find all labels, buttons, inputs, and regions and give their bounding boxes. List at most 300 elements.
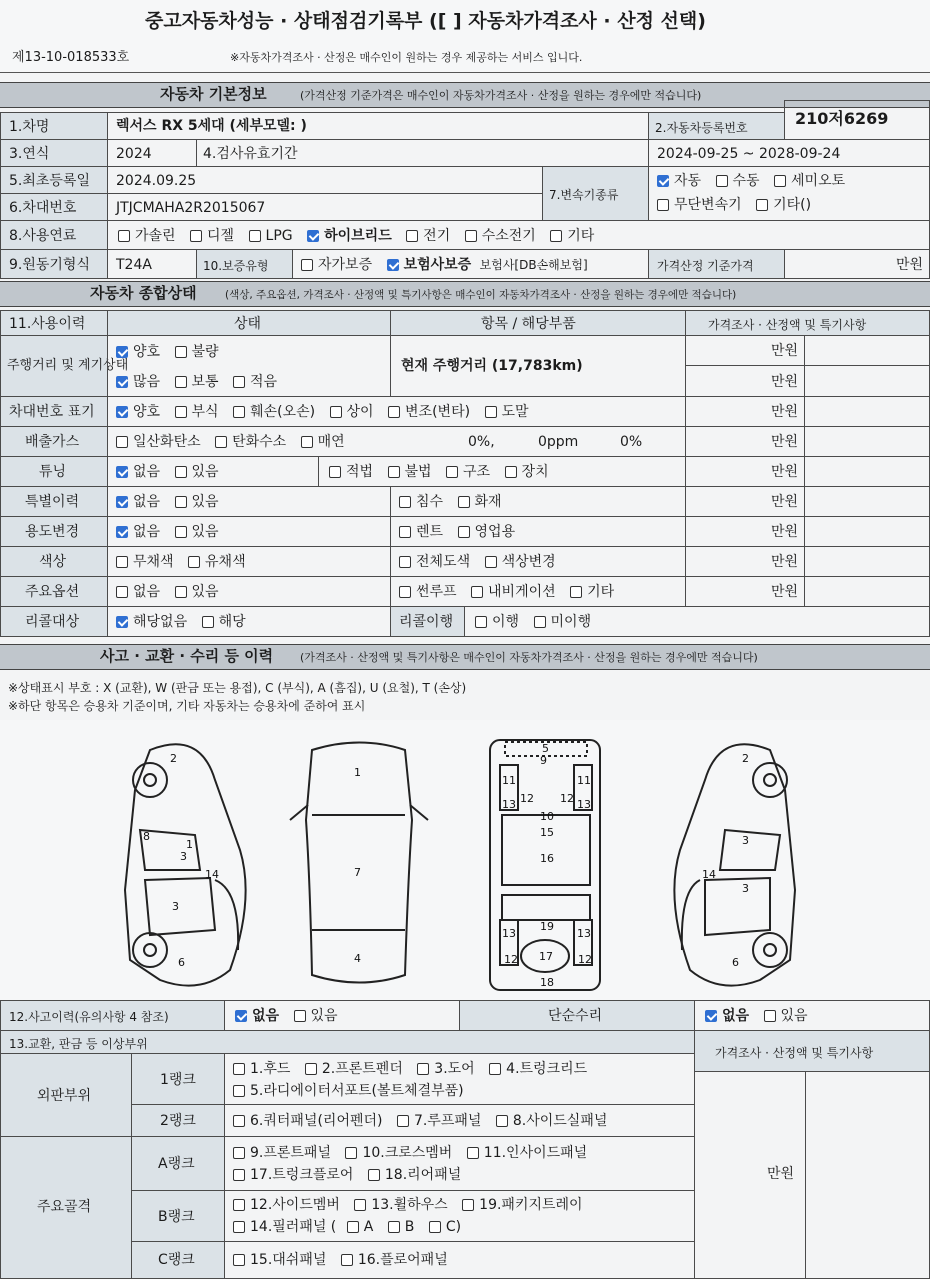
- rankB-package-option[interactable]: [462, 1197, 582, 1213]
- warranty-self-checkbox[interactable]: [301, 259, 313, 271]
- option-nav-option[interactable]: [471, 584, 556, 600]
- tuning-label-cell: [0, 456, 108, 487]
- vin-corrosion-label: 부식: [191, 404, 219, 420]
- recall-done-option[interactable]: [475, 614, 519, 630]
- fuel-lpg-option[interactable]: [249, 228, 293, 244]
- rankB-pillar-prefix: 14.필러패널 (: [250, 1219, 337, 1235]
- fuel-gasoline-label: 가솔린: [135, 228, 176, 244]
- trans-auto-checkbox[interactable]: [657, 175, 669, 187]
- inspect-label-cell: [196, 139, 649, 167]
- rankB-wheelhouse-option[interactable]: [354, 1197, 447, 1213]
- tuning-state: [116, 464, 229, 480]
- mileage-bad-label: 불량: [191, 344, 219, 360]
- exchange-price-header: [694, 1030, 930, 1072]
- trans-options-line2: [657, 197, 821, 213]
- color-full-paint-option[interactable]: [399, 554, 470, 570]
- tuning-note-cell: [804, 456, 930, 487]
- usage-items-cell: [390, 516, 686, 547]
- color-items: [399, 554, 566, 570]
- mileage-normal-option[interactable]: [175, 374, 219, 390]
- emission-smoke-checkbox[interactable]: [301, 436, 313, 448]
- fuel-diesel-option[interactable]: [190, 228, 234, 244]
- rank1-fender-label: 2.프론트펜더: [321, 1061, 403, 1077]
- trans-cvt-checkbox[interactable]: [657, 199, 669, 211]
- option-none-label: 없음: [133, 584, 161, 600]
- diag-left-num-4: 3: [172, 900, 179, 913]
- rankA-crossmember-checkbox[interactable]: [345, 1147, 357, 1159]
- rank1-door-option[interactable]: [417, 1061, 474, 1077]
- mileage-low-checkbox[interactable]: [233, 376, 245, 388]
- option-state-cell: [107, 576, 391, 607]
- warranty-ins-checkbox[interactable]: [387, 259, 399, 271]
- simple-repair-yes-option[interactable]: [764, 1008, 808, 1024]
- engine-value: T24A: [116, 257, 152, 273]
- emission-smoke-option[interactable]: [301, 434, 345, 450]
- rankB-package-checkbox[interactable]: [462, 1199, 474, 1211]
- tuning-none-option[interactable]: [116, 464, 160, 480]
- warranty-ins-name: 보험사[DB손해보험]: [479, 258, 588, 272]
- diag-right-num-4: 6: [732, 956, 739, 969]
- trans-options-line1: [657, 173, 855, 189]
- rankB-pillar-b-checkbox[interactable]: [388, 1221, 400, 1233]
- recall-notdone-option[interactable]: [534, 614, 592, 630]
- special-none-option[interactable]: [116, 494, 160, 510]
- fuel-hybrid-option[interactable]: [307, 228, 392, 244]
- accident-none-label: 없음: [252, 1008, 280, 1024]
- rankA-insidepanel-checkbox[interactable]: [467, 1147, 479, 1159]
- option-yes-label: 있음: [191, 584, 219, 600]
- mileage-good-option[interactable]: [116, 344, 160, 360]
- recall-state: [116, 614, 256, 630]
- status-col-item-label: 항목 / 해당부품: [481, 316, 576, 332]
- warranty-ins-label: 보험사보증: [403, 257, 472, 273]
- option-price-cell: [685, 576, 805, 607]
- rankB-pillar-a-checkbox[interactable]: [347, 1221, 359, 1233]
- fuel-electric-option[interactable]: [406, 228, 450, 244]
- mileage-high-checkbox[interactable]: [116, 376, 128, 388]
- trans-manual-label: 수동: [732, 173, 760, 189]
- diag-top-num-6: 13: [502, 798, 516, 811]
- tuning-illegal-checkbox[interactable]: [388, 466, 400, 478]
- tuning-device-checkbox[interactable]: [505, 466, 517, 478]
- trans-other-checkbox[interactable]: [756, 199, 768, 211]
- tuning-state-cell: [107, 456, 319, 487]
- rankC-dash-checkbox[interactable]: [233, 1254, 245, 1266]
- diag-top-num-1: 9: [540, 754, 547, 767]
- rank1-fender-checkbox[interactable]: [305, 1063, 317, 1075]
- tuning-yes-option[interactable]: [175, 464, 219, 480]
- mileage-high-label: 많음: [133, 374, 161, 390]
- accident-options-cell: [224, 1000, 460, 1031]
- simple-repair-options: [705, 1008, 818, 1024]
- color-chromatic-option[interactable]: [188, 554, 246, 570]
- rankA-crossmember-label: 10.크로스멤버: [362, 1145, 453, 1161]
- vin-diff-label: 상이: [346, 404, 374, 420]
- vin-altered-checkbox[interactable]: [388, 406, 400, 418]
- reg-no-value-cell: [784, 100, 930, 140]
- rank2-sidesill-checkbox[interactable]: [496, 1115, 508, 1127]
- emission-co-checkbox[interactable]: [116, 436, 128, 448]
- diag-top-num-2: 11: [502, 774, 516, 787]
- fuel-gasoline-checkbox[interactable]: [118, 230, 130, 242]
- recall-none-option[interactable]: [116, 614, 187, 630]
- usage-label-cell: [0, 516, 108, 547]
- rankB-pillar-c-option[interactable]: [429, 1219, 461, 1235]
- exchange-price-label: 가격조사 · 산정액 및 특기사항: [715, 1046, 874, 1060]
- special-items-cell: [390, 486, 686, 517]
- trans-manual-checkbox[interactable]: [716, 175, 728, 187]
- rankB-sidemember-option[interactable]: [233, 1197, 340, 1213]
- trans-other-option[interactable]: [756, 197, 811, 213]
- rankB-pillar-checkbox[interactable]: [233, 1221, 245, 1233]
- diag-right-num-2: 3: [742, 882, 749, 895]
- rankA-label: A랭크: [158, 1156, 195, 1172]
- emission-label-cell: [0, 426, 108, 457]
- color-achromatic-option[interactable]: [116, 554, 174, 570]
- diag-top-num-3: 11: [577, 774, 591, 787]
- recall-yes-checkbox[interactable]: [202, 616, 214, 628]
- trans-semi-option[interactable]: [774, 173, 845, 189]
- accident-yes-label: 있음: [310, 1008, 338, 1024]
- rankA-insidepanel-label: 11.인사이드패널: [483, 1145, 588, 1161]
- usage-business-option[interactable]: [458, 524, 516, 540]
- option-nav-checkbox[interactable]: [471, 586, 483, 598]
- rankA-crossmember-option[interactable]: [345, 1145, 452, 1161]
- usage-rent-option[interactable]: [399, 524, 443, 540]
- option-yes-checkbox[interactable]: [175, 586, 187, 598]
- trans-auto-label: 자동: [674, 173, 702, 189]
- diag-top-num-7: 13: [577, 798, 591, 811]
- fuel-other-option[interactable]: [550, 228, 594, 244]
- basic-info-title: 자동차 기본정보: [160, 85, 267, 103]
- diag-top-num-9: 15: [540, 826, 554, 839]
- warranty-ins-option[interactable]: [387, 257, 472, 273]
- warranty-label-cell: [196, 249, 293, 279]
- rankA-rearpanel-label: 18.리어패널: [384, 1167, 462, 1183]
- tuning-structure-option[interactable]: [446, 464, 490, 480]
- rank1-hood-checkbox[interactable]: [233, 1063, 245, 1075]
- vin-diff-option[interactable]: [330, 404, 374, 420]
- car-diagram-svg: [0, 720, 930, 1000]
- special-flood-option[interactable]: [399, 494, 443, 510]
- vin-diff-checkbox[interactable]: [330, 406, 342, 418]
- usage-yes-option[interactable]: [175, 524, 219, 540]
- rank2-options-cell: [224, 1104, 695, 1137]
- emission-hc-option[interactable]: [215, 434, 286, 450]
- option-none-checkbox[interactable]: [116, 586, 128, 598]
- rankA-insidepanel-option[interactable]: [467, 1145, 587, 1161]
- tuning-yes-checkbox[interactable]: [175, 466, 187, 478]
- color-achromatic-checkbox[interactable]: [116, 556, 128, 568]
- special-label-cell: [0, 486, 108, 517]
- mileage-label: 주행거리 및 계기상태: [7, 358, 129, 373]
- rankB-wheelhouse-checkbox[interactable]: [354, 1199, 366, 1211]
- fuel-hydrogen-option[interactable]: [465, 228, 536, 244]
- emission-unit: 만원: [770, 434, 798, 450]
- rankB-sidemember-label: 12.사이드멤버: [250, 1197, 340, 1213]
- vin-state-label: 차대번호 표기: [9, 404, 95, 420]
- color-items-cell: [390, 546, 686, 577]
- usage-none-option[interactable]: [116, 524, 160, 540]
- rank2-quarter-option[interactable]: [233, 1113, 382, 1129]
- rank2-roof-checkbox[interactable]: [397, 1115, 409, 1127]
- rankC-dash-option[interactable]: [233, 1252, 326, 1268]
- car-name-value: 렉서스 RX 5세대 (세부모델: ): [116, 118, 307, 134]
- emission-smoke-label: 매연: [317, 434, 345, 450]
- usage-price-cell: [685, 516, 805, 547]
- vin-smear-option[interactable]: [485, 404, 529, 420]
- vin-altered-option[interactable]: [388, 404, 470, 420]
- vin-smear-checkbox[interactable]: [485, 406, 497, 418]
- special-yes-option[interactable]: [175, 494, 219, 510]
- status-col-state: [107, 310, 391, 336]
- simple-repair-yes-checkbox[interactable]: [764, 1010, 776, 1022]
- usage-state: [116, 524, 229, 540]
- option-yes-option[interactable]: [175, 584, 219, 600]
- color-change-checkbox[interactable]: [485, 556, 497, 568]
- simple-repair-none-option[interactable]: [705, 1008, 749, 1024]
- status-col-item: [390, 310, 686, 336]
- vin-state-options: [116, 404, 539, 420]
- recall-done-checkbox[interactable]: [475, 616, 487, 628]
- engine-label-cell: [0, 249, 108, 279]
- price-base-label: 가격산정 기준가격: [657, 259, 754, 273]
- recall-yes-option[interactable]: [202, 614, 246, 630]
- rank1-trunk-checkbox[interactable]: [489, 1063, 501, 1075]
- mileage-good-checkbox[interactable]: [116, 346, 128, 358]
- vin-damage-label: 훼손(오손): [250, 404, 316, 420]
- fuel-hybrid-label: 하이브리드: [324, 228, 392, 244]
- special-fire-checkbox[interactable]: [458, 496, 470, 508]
- tuning-device-option[interactable]: [505, 464, 549, 480]
- rank1-door-checkbox[interactable]: [417, 1063, 429, 1075]
- mileage-row1: [116, 344, 229, 360]
- rankA-rearpanel-option[interactable]: [368, 1167, 461, 1183]
- rank1-radiator-label: 5.라디에이터서포트(볼트체결부품): [250, 1083, 464, 1099]
- rankA-trunkfloor-option[interactable]: [233, 1167, 353, 1183]
- color-full-paint-checkbox[interactable]: [399, 556, 411, 568]
- rank2-label: 2랭크: [160, 1113, 196, 1129]
- frame-group-cell: [0, 1136, 132, 1279]
- usage-business-label: 영업용: [474, 524, 516, 540]
- special-flood-checkbox[interactable]: [399, 496, 411, 508]
- color-label: 색상: [39, 554, 67, 570]
- color-full-paint-label: 전체도색: [416, 554, 471, 570]
- fuel-diesel-checkbox[interactable]: [190, 230, 202, 242]
- mileage-bad-option[interactable]: [175, 344, 219, 360]
- trans-cvt-option[interactable]: [657, 197, 742, 213]
- mileage-low-option[interactable]: [233, 374, 277, 390]
- fuel-label-cell: [0, 220, 108, 250]
- simple-repair-none-checkbox[interactable]: [705, 1010, 717, 1022]
- special-yes-label: 있음: [191, 494, 219, 510]
- vin-value-cell: [107, 193, 543, 221]
- mileage-good-label: 양호: [133, 344, 161, 360]
- rank1-trunk-option[interactable]: [489, 1061, 587, 1077]
- emission-hc-label: 탄화수소: [232, 434, 287, 450]
- color-change-option[interactable]: [485, 554, 556, 570]
- service-notice: ※자동차가격조사 · 산정은 매수인이 원하는 경우 제공하는 서비스 입니다.: [230, 51, 583, 64]
- accident-yes-option[interactable]: [294, 1008, 338, 1024]
- diag-top-num-5: 12: [520, 792, 534, 805]
- emission-co-option[interactable]: [116, 434, 201, 450]
- diag-right-num-1: 3: [742, 834, 749, 847]
- diag-top-num-14: 12: [504, 953, 518, 966]
- rank1-trunk-label: 4.트렁크리드: [506, 1061, 588, 1077]
- diag-top-num-12: 13: [502, 927, 516, 940]
- rank1-radiator-checkbox[interactable]: [233, 1085, 245, 1097]
- rankC-floor-checkbox[interactable]: [341, 1254, 353, 1266]
- recall-notdone-checkbox[interactable]: [534, 616, 546, 628]
- accident-none-checkbox[interactable]: [235, 1010, 247, 1022]
- option-other-option[interactable]: [570, 584, 614, 600]
- special-fire-option[interactable]: [458, 494, 502, 510]
- recall-label-cell: [0, 606, 108, 637]
- tuning-label: 튜닝: [39, 464, 67, 480]
- usage-business-checkbox[interactable]: [458, 526, 470, 538]
- option-none-option[interactable]: [116, 584, 160, 600]
- trans-semi-checkbox[interactable]: [774, 175, 786, 187]
- recall-notdone-label: 미이행: [550, 614, 592, 630]
- option-other-checkbox[interactable]: [570, 586, 582, 598]
- emission-note-cell: [804, 426, 930, 457]
- vin-corrosion-option[interactable]: [175, 404, 219, 420]
- first-reg-label: 5.최초등록일: [9, 173, 90, 189]
- mileage-bad-checkbox[interactable]: [175, 346, 187, 358]
- fuel-hydrogen-checkbox[interactable]: [465, 230, 477, 242]
- trans-semi-label: 세미오토: [791, 173, 846, 189]
- trans-auto-option[interactable]: [657, 173, 701, 189]
- color-chromatic-checkbox[interactable]: [188, 556, 200, 568]
- status-col-price: [685, 310, 930, 336]
- vin-value: JTJCMAHA2R2015067: [116, 200, 266, 216]
- rank1-hood-option[interactable]: [233, 1061, 290, 1077]
- special-none-checkbox[interactable]: [116, 496, 128, 508]
- tuning-legal-option[interactable]: [329, 464, 373, 480]
- mileage-label-cell: [0, 335, 129, 397]
- vin-damage-checkbox[interactable]: [233, 406, 245, 418]
- color-note-cell: [804, 546, 930, 577]
- vin-corrosion-checkbox[interactable]: [175, 406, 187, 418]
- rank1-fender-option[interactable]: [305, 1061, 403, 1077]
- fuel-electric-checkbox[interactable]: [406, 230, 418, 242]
- rankB-pillar-c-checkbox[interactable]: [429, 1221, 441, 1233]
- year-label-cell: [0, 139, 108, 167]
- title-area: [0, 0, 930, 73]
- rankB-pillar-a-option[interactable]: [347, 1219, 374, 1235]
- rankA-frontpanel-option[interactable]: [233, 1145, 331, 1161]
- recall-yes-label: 해당: [218, 614, 246, 630]
- vin-good-checkbox[interactable]: [116, 406, 128, 418]
- accident-none-option[interactable]: [235, 1008, 279, 1024]
- year-value-cell: [107, 139, 197, 167]
- first-reg-value-cell: [107, 166, 543, 194]
- diag-front-num-2: 4: [354, 952, 361, 965]
- year-label: 3.연식: [9, 146, 50, 162]
- accident-label: 12.사고이력(유의사항 4 참조): [9, 1010, 169, 1024]
- rankA-line2: [233, 1167, 471, 1183]
- rankA-trunkfloor-checkbox[interactable]: [233, 1169, 245, 1181]
- rankA-frontpanel-checkbox[interactable]: [233, 1147, 245, 1159]
- fuel-other-checkbox[interactable]: [550, 230, 562, 242]
- emission-value-smoke: 0%: [620, 434, 643, 450]
- recall-none-checkbox[interactable]: [116, 616, 128, 628]
- tuning-structure-checkbox[interactable]: [446, 466, 458, 478]
- rank1-hood-label: 1.후드: [250, 1061, 291, 1077]
- option-nav-label: 내비게이션: [488, 584, 556, 600]
- tuning-illegal-option[interactable]: [388, 464, 432, 480]
- trans-manual-option[interactable]: [716, 173, 760, 189]
- vin-good-option[interactable]: [116, 404, 160, 420]
- usage-note-cell: [804, 516, 930, 547]
- usage-none-label: 없음: [133, 524, 161, 540]
- mileage-item: 현재 주행거리 (17,783km): [401, 358, 583, 374]
- option-unit: 만원: [770, 584, 798, 600]
- mileage-high-option[interactable]: [116, 374, 160, 390]
- option-sunroof-option[interactable]: [399, 584, 457, 600]
- rank2-sidesill-option[interactable]: [496, 1113, 608, 1129]
- rank2-roof-option[interactable]: [397, 1113, 481, 1129]
- usage-rent-checkbox[interactable]: [399, 526, 411, 538]
- rankA-trunkfloor-label: 17.트렁크플로어: [250, 1167, 354, 1183]
- rankC-dash-label: 15.대쉬패널: [250, 1252, 327, 1268]
- rank1-radiator-option[interactable]: [233, 1083, 464, 1099]
- special-yes-checkbox[interactable]: [175, 496, 187, 508]
- accident-yes-checkbox[interactable]: [294, 1010, 306, 1022]
- warranty-self-option[interactable]: [301, 257, 372, 273]
- fuel-lpg-checkbox[interactable]: [249, 230, 261, 242]
- usage-none-checkbox[interactable]: [116, 526, 128, 538]
- vin-state-note-cell: [804, 396, 930, 427]
- recall-item-label-cell: [390, 606, 465, 637]
- year-value: 2024: [116, 146, 152, 162]
- emission-co-label: 일산화탄소: [133, 434, 201, 450]
- tuning-none-checkbox[interactable]: [116, 466, 128, 478]
- price-base-unit: 만원: [895, 257, 923, 273]
- outer-label: 외판부위: [37, 1088, 92, 1104]
- fuel-hybrid-checkbox[interactable]: [307, 230, 319, 242]
- vin-state-unit: 만원: [770, 404, 798, 420]
- exchange-label-cell: [0, 1030, 695, 1054]
- rankA-options-cell: [224, 1136, 695, 1191]
- emission-options-cell: [107, 426, 686, 457]
- fuel-options-cell: [107, 220, 930, 250]
- fuel-gasoline-option[interactable]: [118, 228, 176, 244]
- tuning-illegal-label: 불법: [404, 464, 432, 480]
- rankC-floor-option[interactable]: [341, 1252, 448, 1268]
- rankA-rearpanel-checkbox[interactable]: [368, 1169, 380, 1181]
- diag-front-num-0: 1: [354, 766, 361, 779]
- exchange-price-cell: [694, 1071, 806, 1279]
- rankB-sidemember-checkbox[interactable]: [233, 1199, 245, 1211]
- tuning-legal-checkbox[interactable]: [329, 466, 341, 478]
- mileage-normal-checkbox[interactable]: [175, 376, 187, 388]
- usage-yes-checkbox[interactable]: [175, 526, 187, 538]
- rank1-door-label: 3.도어: [434, 1061, 475, 1077]
- option-sunroof-checkbox[interactable]: [399, 586, 411, 598]
- rank2-quarter-checkbox[interactable]: [233, 1115, 245, 1127]
- rankC-label-cell: [131, 1241, 225, 1279]
- emission-hc-checkbox[interactable]: [215, 436, 227, 448]
- diag-top-num-4: 12: [560, 792, 574, 805]
- fuel-other-label: 기타: [567, 228, 595, 244]
- vin-damage-option[interactable]: [233, 404, 315, 420]
- warranty-options: [301, 257, 588, 273]
- rankB-pillar-b-option[interactable]: [388, 1219, 415, 1235]
- accident-header: [0, 644, 930, 670]
- accident-title: 사고 · 교환 · 수리 등 이력: [100, 647, 274, 665]
- option-items: [399, 584, 624, 600]
